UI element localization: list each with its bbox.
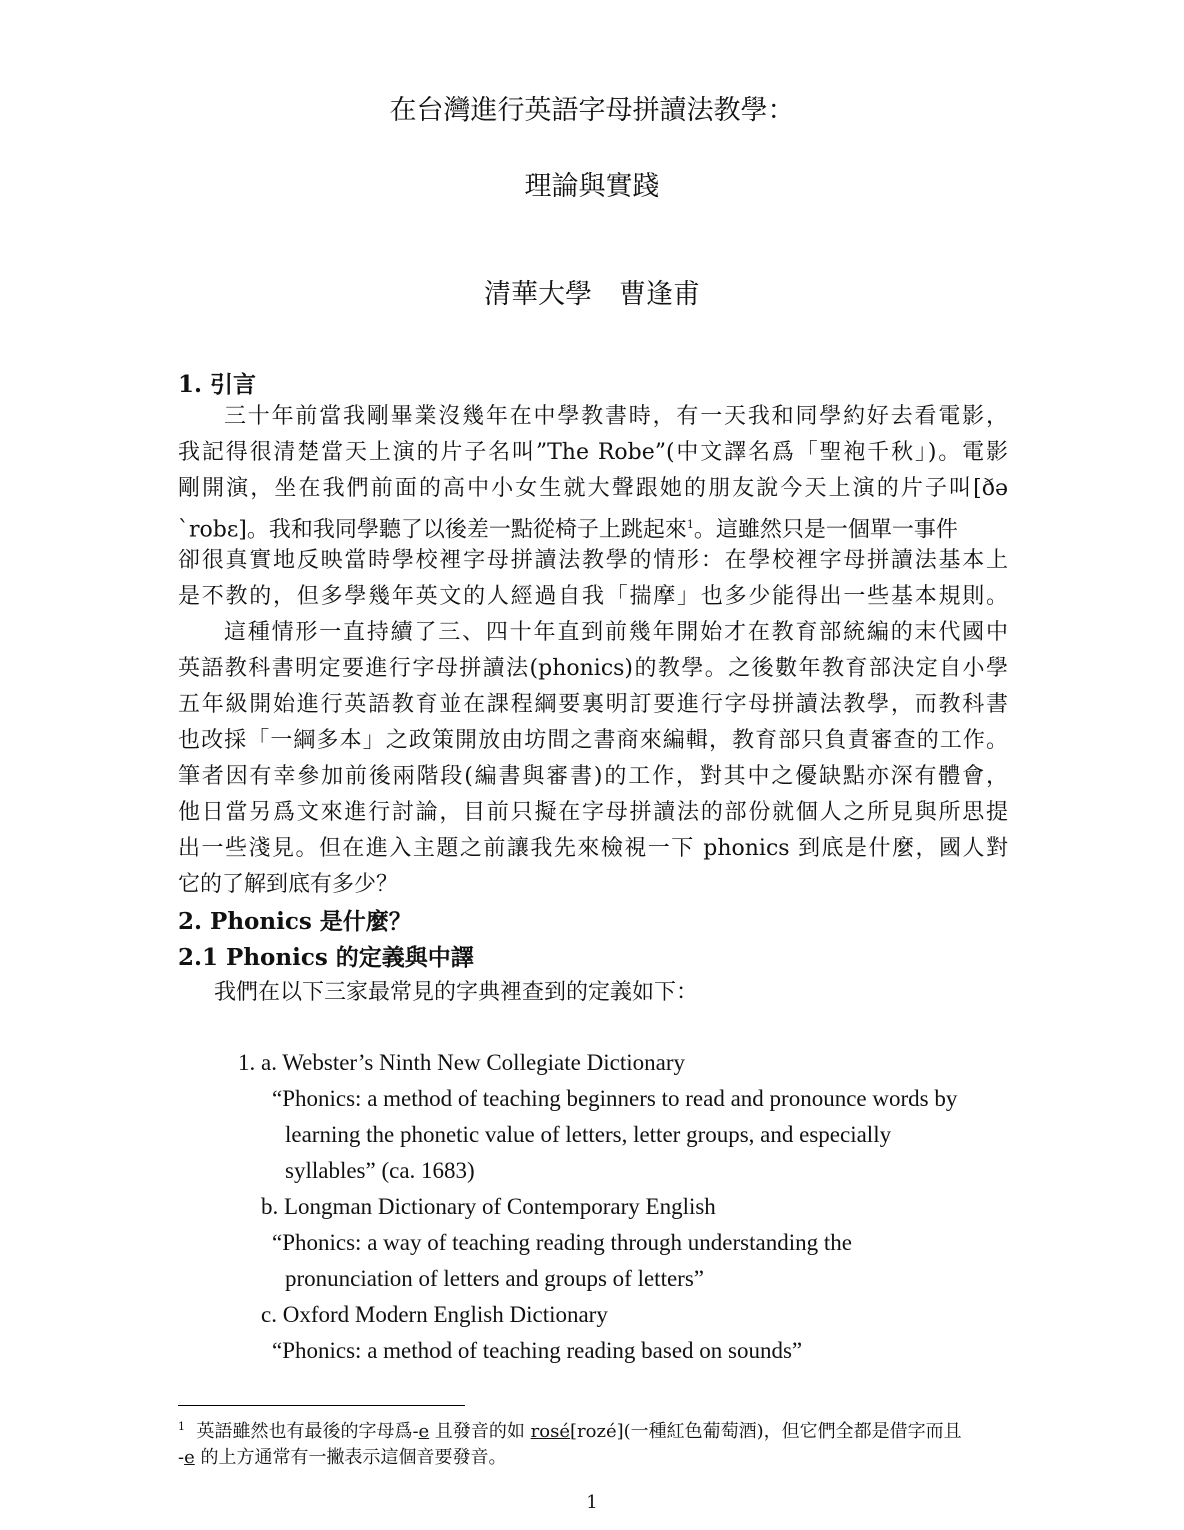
page-subtitle: 理論與實踐	[524, 171, 660, 202]
dictionary-b-definition: pronunciation of letters and groups of letters”	[285, 1266, 704, 1291]
body-line: 也改採「一綱多本」之政策開放由坊間之書商來編輯，教育部只負責審查的工作。	[178, 728, 1008, 753]
body-line: 剛開演，坐在我們前面的高中小女生就大聲跟她的朋友說今天上演的片子叫[ðə	[178, 476, 1008, 501]
body-line: 三十年前當我剛畢業沒幾年在中學教書時，有一天我和同學約好去看電影，	[224, 404, 1008, 429]
body-line: 他日當另爲文來進行討論，目前只擬在字母拼讀法的部份就個人之所見與所思提	[178, 800, 1008, 825]
footnote-text: 英語雖然也有最後的字母爲-	[196, 1421, 419, 1442]
page-number: 1	[586, 1492, 598, 1513]
body-text: 。這雖然只是一個單一事件	[693, 517, 958, 543]
footnote-text: 的上方通常有一撇表示這個音要發音。	[194, 1447, 507, 1468]
footnote-text: -	[178, 1447, 185, 1468]
footnote-divider	[178, 1405, 465, 1406]
body-line: 筆者因有幸參加前後兩階段(編書與審書)的工作，對其中之優缺點亦深有體會，	[178, 764, 1008, 789]
footnote-line	[178, 1417, 962, 1443]
body-text: `robɛ]。我和我同學聽了以後差一點從椅子上跳起來	[178, 517, 687, 543]
section-2-heading: 2. Phonics 是什麼？	[178, 908, 412, 935]
body-line: 英語教科書明定要進行字母拼讀法(phonics)的教學。之後數年教育部決定自小學	[178, 656, 1008, 681]
body-line: 卻很真實地反映當時學校裡字母拼讀法教學的情形：在學校裡字母拼讀法基本上	[178, 548, 1008, 573]
dictionary-a-definition: syllables” (ca. 1683)	[285, 1158, 475, 1183]
author-line: 清華大學 曹逢甫	[484, 279, 700, 310]
section-1-heading: 1. 引言	[178, 371, 257, 398]
footnote-underlined: e	[184, 1447, 195, 1468]
body-line: 五年級開始進行英語教育並在課程綱要裏明訂要進行字母拼讀法教學，而教科書	[178, 692, 1008, 717]
body-line: 出一些淺見。但在進入主題之前讓我先來檢視一下 phonics 到底是什麼，國人對	[178, 836, 1008, 861]
dictionary-b-label: b. Longman Dictionary of Contemporary English	[261, 1194, 716, 1219]
footnote-reference: 1	[686, 518, 694, 531]
dictionary-a-definition: “Phonics: a method of teaching beginners to read and pronounce words by	[272, 1086, 958, 1111]
body-line: 這種情形一直持續了三、四十年直到前幾年開始才在教育部統編的末代國中	[224, 620, 1008, 645]
footnote-underlined: rosé	[530, 1421, 570, 1442]
footnote-underlined: e	[418, 1421, 430, 1442]
dictionary-intro: 我們在以下三家最常見的字典裡查到的定義如下：	[214, 980, 699, 1005]
body-line: 我記得很清楚當天上演的片子名叫”The Robe”(中文譯名爲「聖袍千秋」)。電影	[178, 440, 1008, 465]
body-line: 是不教的，但多學幾年英文的人經過自我「揣摩」也多少能得出一些基本規則。	[178, 584, 1008, 609]
footnote-line	[178, 1443, 506, 1469]
body-line: 它的了解到底有多少？	[178, 872, 399, 897]
section-2-1-heading: 2.1 Phonics 的定義與中譯	[178, 944, 474, 971]
footnote-number: 1	[178, 1420, 185, 1433]
dictionary-c-definition: “Phonics: a method of teaching reading based on sounds”	[272, 1338, 803, 1363]
footnote-text: [rozé](一種紅色葡萄酒)，但它們全都是借字而且	[570, 1421, 962, 1442]
dictionary-b-definition: “Phonics: a way of teaching reading through understanding the	[272, 1230, 852, 1255]
dictionary-a-definition: learning the phonetic value of letters, letter groups, and especially	[285, 1122, 892, 1147]
dictionary-c-label: c. Oxford Modern English Dictionary	[261, 1302, 608, 1327]
footnote-text: 且發音的如	[429, 1421, 531, 1442]
dictionary-a-label: 1. a. Webster’s Ninth New Collegiate Dictionary	[238, 1050, 685, 1075]
page-title: 在台灣進行英語字母拼讀法教學：	[389, 95, 795, 126]
